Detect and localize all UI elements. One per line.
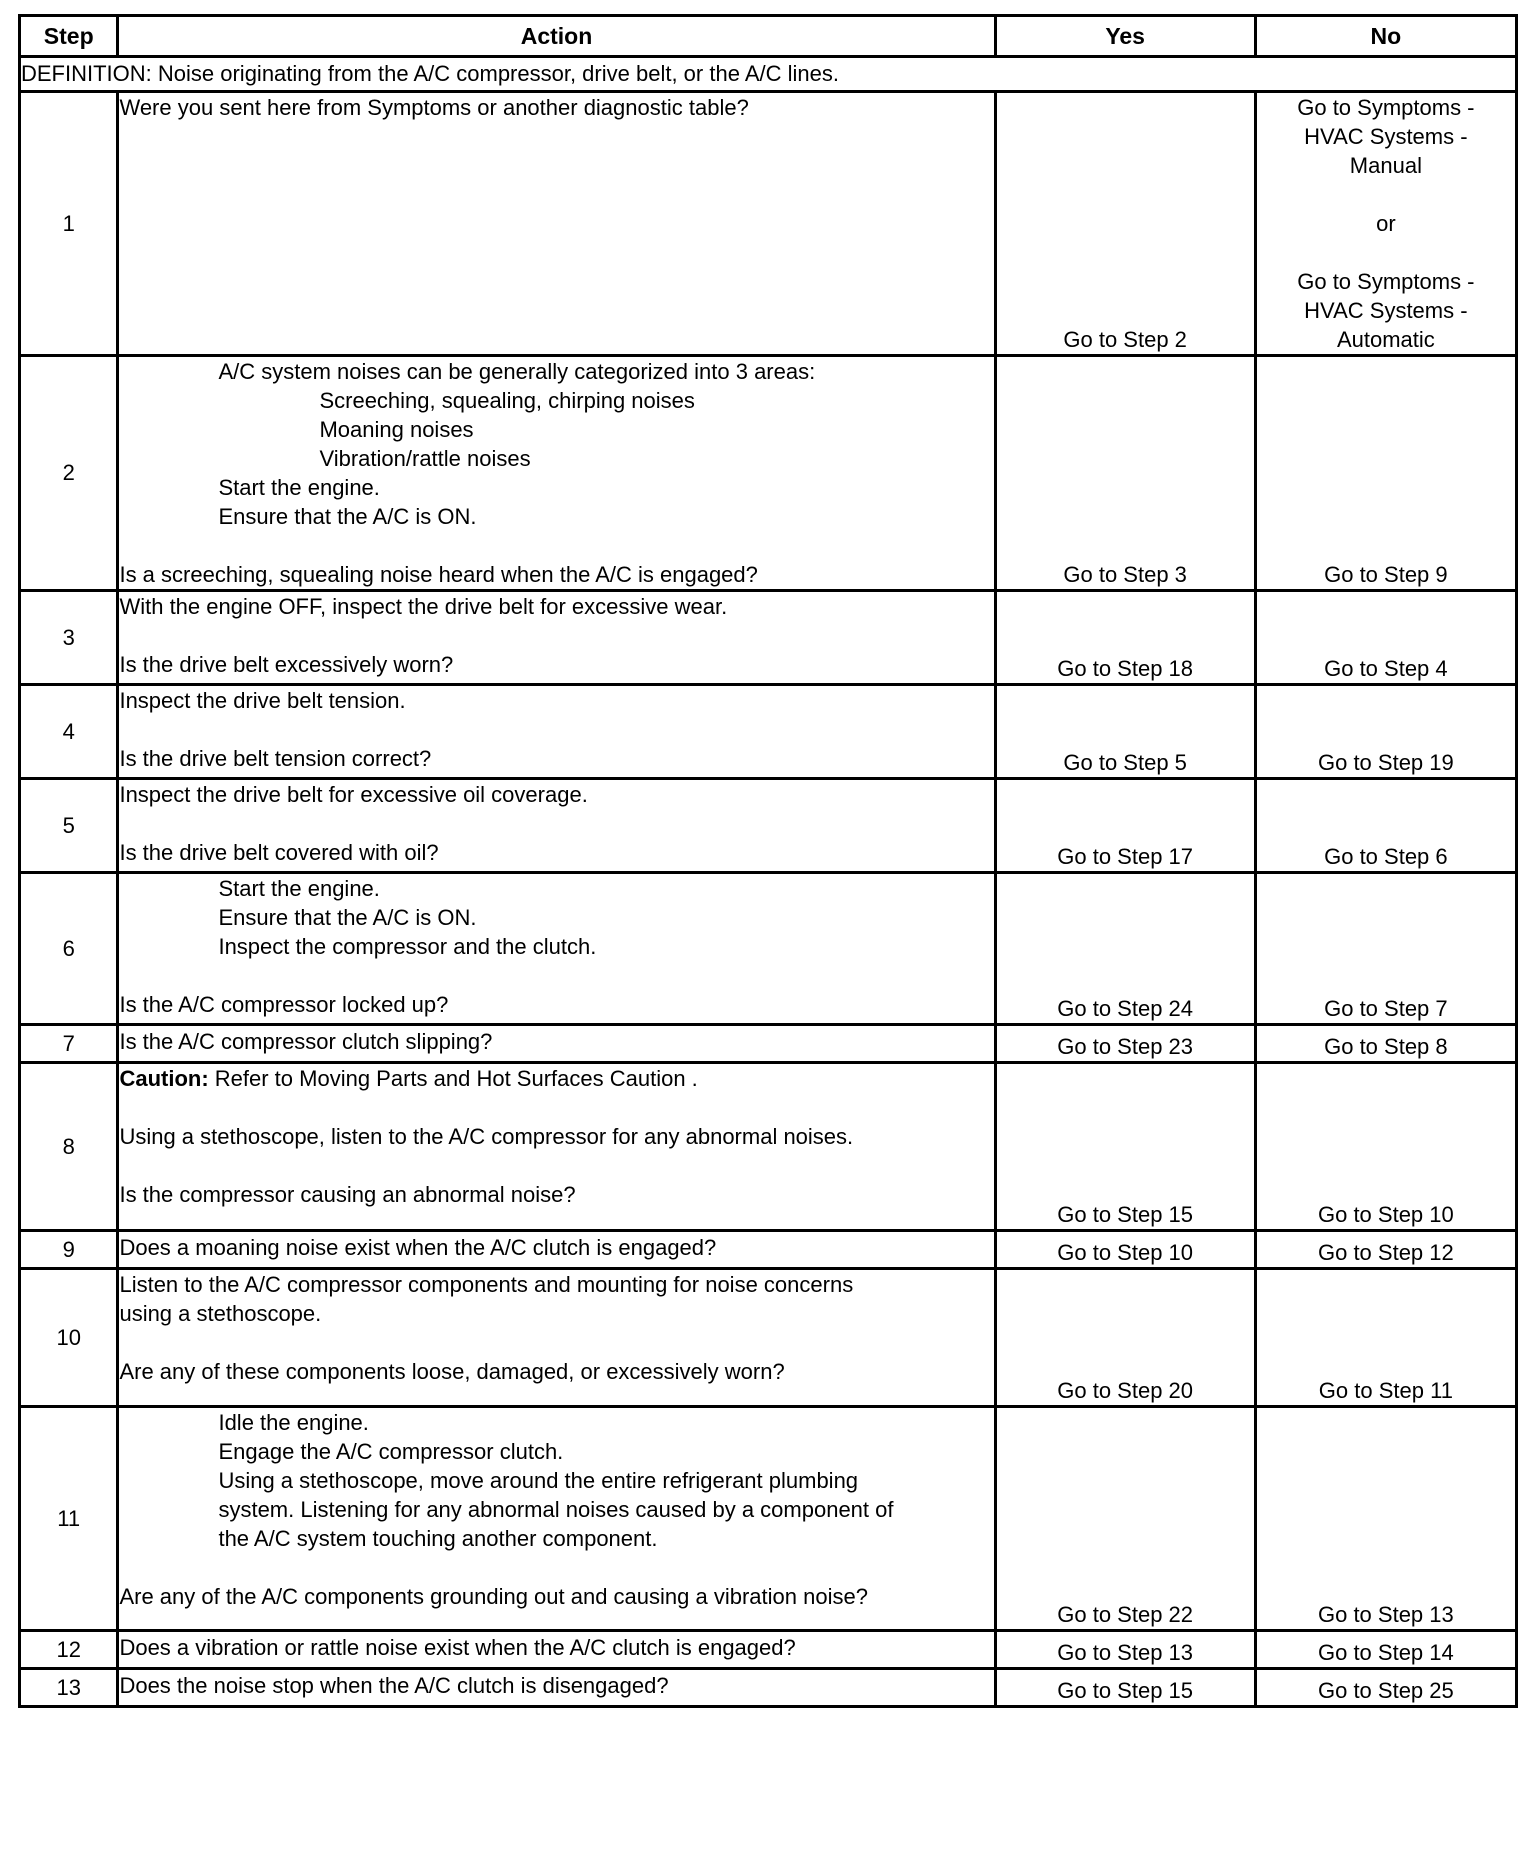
action-cell [118, 356, 995, 591]
no-cell [1255, 685, 1516, 779]
header-no: No [1255, 16, 1516, 57]
action-cell [118, 1669, 995, 1707]
no-cell [1255, 356, 1516, 591]
step-number: 13 [20, 1669, 118, 1707]
header-row [20, 16, 1517, 57]
no-answer: Go to Step 11 [1318, 1378, 1453, 1403]
definition-text: DEFINITION: Noise originating from the A/C compressor, drive belt, or the A/C lines. [20, 57, 1517, 92]
step-number: 4 [20, 685, 118, 779]
table-row [20, 1407, 1517, 1631]
no-cell [1255, 779, 1516, 873]
action-cell [118, 92, 995, 356]
action-line: Screeching, squealing, chirping noises [319, 388, 695, 413]
definition-row [20, 57, 1517, 92]
no-answer: Go to Step 9 [1324, 562, 1448, 587]
no-cell [1255, 1407, 1516, 1631]
caution-text: Refer to Moving Parts and Hot Surfaces Caution . [208, 1066, 698, 1091]
yes-answer: Go to Step 5 [1063, 750, 1187, 775]
action-cell [118, 1407, 995, 1631]
yes-answer: Go to Step 23 [1057, 1034, 1194, 1059]
step-number: 7 [20, 1025, 118, 1063]
action-line: Ensure that the A/C is ON. [218, 905, 477, 930]
no-answer: Go to Step 4 [1324, 656, 1448, 681]
action-cell [118, 779, 995, 873]
yes-cell [995, 1631, 1255, 1669]
step-number: 8 [20, 1063, 118, 1231]
yes-answer: Go to Step 20 [1057, 1378, 1194, 1403]
action-line: Engage the A/C compressor clutch. [218, 1439, 564, 1464]
yes-answer: Go to Step 24 [1057, 996, 1194, 1021]
question-line: Is the compressor causing an abnormal noise? [119, 1182, 576, 1207]
yes-answer: Go to Step 15 [1057, 1202, 1194, 1227]
step-number: 12 [20, 1631, 118, 1669]
no-cell [1255, 1025, 1516, 1063]
yes-answer: Go to Step 13 [1057, 1640, 1194, 1665]
question-line: Are any of these components loose, damaged, or excessively worn? [119, 1359, 785, 1384]
table-row [20, 1231, 1517, 1269]
no-answer: Go to Step 6 [1324, 844, 1448, 869]
no-answer-line [1257, 180, 1515, 209]
action-line: Start the engine. [218, 876, 380, 901]
no-cell [1255, 873, 1516, 1025]
spacer [119, 1093, 993, 1122]
action-cell [118, 1231, 995, 1269]
no-cell [1255, 92, 1516, 356]
step-number: 9 [20, 1231, 118, 1269]
action-line: Inspect the drive belt tension. [119, 688, 406, 713]
question-line: Are any of the A/C components grounding out and causing a vibration noise? [119, 1584, 868, 1609]
yes-cell [995, 92, 1255, 356]
spacer [119, 809, 993, 838]
spacer [119, 1151, 993, 1180]
no-answer-line: Go to Symptoms - [1297, 269, 1475, 294]
action-line: With the engine OFF, inspect the drive belt for excessive wear. [119, 594, 728, 619]
question-line: Does the noise stop when the A/C clutch is disengaged? [119, 1673, 669, 1698]
action-cell [118, 591, 995, 685]
question-line: Is the drive belt excessively worn? [119, 652, 454, 677]
spacer [119, 1553, 993, 1582]
table-row [20, 1063, 1517, 1231]
no-answer: Go to Step 19 [1317, 750, 1454, 775]
action-line: Idle the engine. [218, 1410, 369, 1435]
yes-cell [995, 1669, 1255, 1707]
table-row [20, 1025, 1517, 1063]
action-line: Inspect the compressor and the clutch. [218, 934, 597, 959]
table-row [20, 92, 1517, 356]
no-answer: Go to Step 14 [1317, 1640, 1454, 1665]
yes-cell [995, 1025, 1255, 1063]
spacer [119, 1328, 993, 1357]
action-cell [118, 1063, 995, 1231]
action-line: Listen to the A/C compressor components and mounting for noise concerns [119, 1272, 854, 1297]
yes-answer: Go to Step 2 [1063, 327, 1187, 352]
spacer [119, 961, 993, 990]
yes-cell [995, 591, 1255, 685]
step-number: 6 [20, 873, 118, 1025]
yes-answer: Go to Step 18 [1057, 656, 1194, 681]
no-answer-line [1257, 238, 1515, 267]
diagnostic-page [18, 14, 1518, 1708]
table-row [20, 779, 1517, 873]
no-answer-line: Manual [1349, 153, 1422, 178]
table-row [20, 1631, 1517, 1669]
yes-cell [995, 873, 1255, 1025]
action-line: system. Listening for any abnormal noises caused by a component of [218, 1497, 894, 1522]
action-cell [118, 1025, 995, 1063]
action-line: Ensure that the A/C is ON. [218, 504, 477, 529]
no-answer-line: HVAC Systems - [1304, 124, 1468, 149]
no-answer-line: Automatic [1336, 327, 1435, 352]
question-line: Does a vibration or rattle noise exist when the A/C clutch is engaged? [119, 1635, 796, 1660]
no-cell [1255, 1063, 1516, 1231]
header-step: Step [20, 16, 118, 57]
question-line: Is a screeching, squealing noise heard when the A/C is engaged? [119, 562, 758, 587]
step-number: 3 [20, 591, 118, 685]
no-cell [1255, 1231, 1516, 1269]
question-line: Is the A/C compressor locked up? [119, 992, 449, 1017]
yes-answer: Go to Step 15 [1057, 1678, 1194, 1703]
yes-cell [995, 1407, 1255, 1631]
step-number: 11 [20, 1407, 118, 1631]
question-line: Is the A/C compressor clutch slipping? [119, 1029, 493, 1054]
yes-cell [995, 1269, 1255, 1407]
action-line: Start the engine. [218, 475, 380, 500]
yes-cell [995, 779, 1255, 873]
diagnostic-table [18, 14, 1518, 1708]
action-cell [118, 1631, 995, 1669]
no-answer-line: Go to Symptoms - [1297, 95, 1475, 120]
step-number: 2 [20, 356, 118, 591]
yes-answer: Go to Step 22 [1057, 1602, 1194, 1627]
no-answer: Go to Step 25 [1317, 1678, 1454, 1703]
no-answer-line: or [1376, 211, 1396, 236]
action-line: Inspect the drive belt for excessive oil coverage. [119, 782, 588, 807]
yes-cell [995, 1063, 1255, 1231]
action-line: using a stethoscope. [119, 1301, 322, 1326]
action-cell [118, 1269, 995, 1407]
spacer [119, 715, 993, 744]
yes-answer: Go to Step 3 [1063, 562, 1187, 587]
spacer [119, 621, 993, 650]
action-cell [118, 685, 995, 779]
action-line: Using a stethoscope, listen to the A/C compressor for any abnormal noises. [119, 1124, 854, 1149]
table-row [20, 1269, 1517, 1407]
action-line: Were you sent here from Symptoms or another diagnostic table? [119, 95, 749, 120]
no-answer: Go to Step 8 [1324, 1034, 1448, 1059]
no-answer: Go to Step 12 [1317, 1240, 1454, 1265]
caution-line [119, 1064, 993, 1093]
header-action: Action [118, 16, 995, 57]
step-number: 1 [20, 92, 118, 356]
no-cell [1255, 1269, 1516, 1407]
no-answer: Go to Step 7 [1324, 996, 1448, 1021]
step-number: 10 [20, 1269, 118, 1407]
yes-cell [995, 685, 1255, 779]
action-line: Using a stethoscope, move around the entire refrigerant plumbing [218, 1468, 859, 1493]
no-cell [1255, 591, 1516, 685]
yes-cell [995, 1231, 1255, 1269]
no-answer: Go to Step 10 [1317, 1202, 1454, 1227]
action-line: the A/C system touching another component. [218, 1526, 658, 1551]
table-row [20, 1669, 1517, 1707]
question-line: Does a moaning noise exist when the A/C clutch is engaged? [119, 1235, 717, 1260]
question-line: Is the drive belt covered with oil? [119, 840, 439, 865]
action-line: Moaning noises [319, 417, 474, 442]
no-cell [1255, 1669, 1516, 1707]
spacer [119, 531, 993, 560]
table-row [20, 591, 1517, 685]
action-cell [118, 873, 995, 1025]
question-line: Is the drive belt tension correct? [119, 746, 432, 771]
step-number: 5 [20, 779, 118, 873]
table-row [20, 356, 1517, 591]
caution-label: Caution: [119, 1066, 209, 1091]
yes-answer: Go to Step 17 [1057, 844, 1194, 869]
yes-cell [995, 356, 1255, 591]
no-cell [1255, 1631, 1516, 1669]
no-answer: Go to Step 13 [1317, 1602, 1454, 1627]
action-line: Vibration/rattle noises [319, 446, 531, 471]
yes-answer: Go to Step 10 [1057, 1240, 1194, 1265]
header-yes: Yes [995, 16, 1255, 57]
no-answer-line: HVAC Systems - [1304, 298, 1468, 323]
table-row [20, 685, 1517, 779]
table-row [20, 873, 1517, 1025]
action-line: A/C system noises can be generally categorized into 3 areas: [218, 359, 816, 384]
